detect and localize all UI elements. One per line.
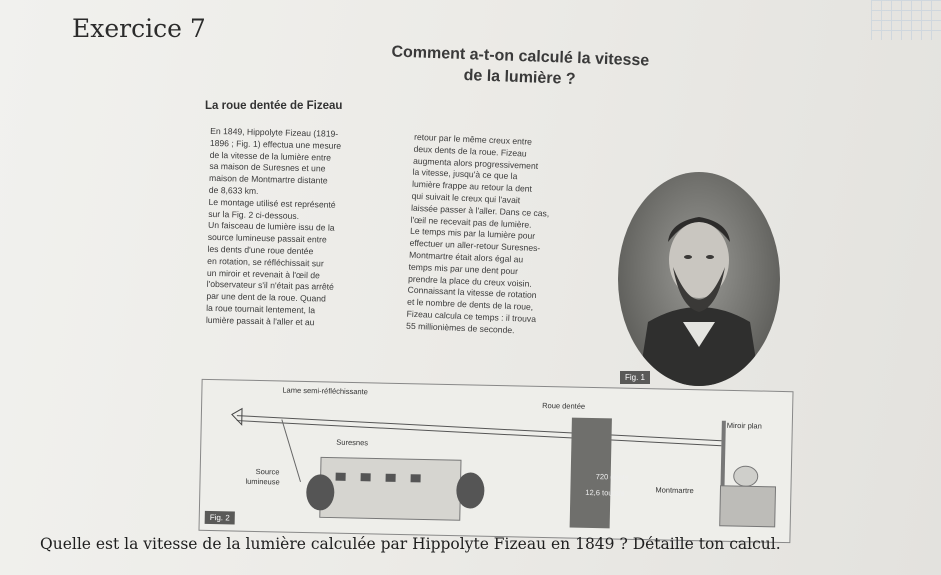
text-line: sur la Fig. 2 ci-dessous. [208,208,300,221]
figure-1-label: Fig. 1 [620,371,650,384]
text-line: effectuer un aller-retour Suresnes- [409,237,541,254]
document-title [329,39,710,94]
text-line: qui suivait le creux qui l'avait [411,190,521,206]
text-line: Montmartre était alors égal au [408,249,524,265]
label-montmartre: Montmartre [655,485,694,496]
text-line: retour par le même creux entre [413,131,533,147]
text-line: de 8,633 km. [208,184,259,196]
fizeau-portrait [618,172,780,386]
text-line: un miroir et revenait à l'œil de [206,267,320,280]
figure-2-label: Fig. 2 [205,511,235,525]
title-line-1: Comment a-t-on calculé la vitesse [391,43,650,70]
portrait-image [618,172,780,386]
text-line: En 1849, Hippolyte Fizeau (1819- [210,125,339,139]
text-line: les dents d'une roue dentée [207,243,314,257]
figure-2-diagram [198,379,793,543]
text-line: lumière passait à l'aller et au [205,314,315,328]
text-line: 55 millionièmes de seconde. [405,320,515,335]
text-line: la roue tournait lentement, la [206,302,316,316]
title-line-2: de la lumière ? [463,67,576,88]
text-column-left [206,126,401,331]
exercise-label: Exercice 7 [72,14,206,43]
text-line: par une dent de la roue. Quand [206,290,326,304]
text-line: source lumineuse passait entre [207,232,327,245]
text-line: l'œil ne recevait pas de lumière. [410,214,532,230]
label-roue: Roue dentée [542,400,586,411]
label-miroir: Miroir plan [726,420,762,431]
label-tours: 12,6 tours/s [585,487,625,498]
text-line: en rotation, se réfléchissait sur [207,255,324,269]
text-line: Un faisceau de lumière issu de la [207,220,335,234]
label-suresnes: Suresnes [336,437,369,448]
text-line: deux dents de la roue. Fizeau [413,143,527,159]
text-line: Le temps mis par la lumière pour [409,226,536,242]
label-source-2: lumineuse [245,476,280,487]
text-line: la vitesse, jusqu'à ce que la [412,167,518,182]
text-line: laissée passer à l'aller. Dans ce cas, [410,202,550,219]
text-line: prendre la place du creux voisin. [407,273,532,289]
label-source-1: Source [255,466,280,477]
text-line: augmenta alors progressivement [412,155,539,171]
label-lame: Lame semi-réfléchissante [282,385,368,397]
text-line: Fizeau calcula ce temps : il trouva [406,308,537,325]
graph-paper-corner [871,0,941,40]
text-line: Connaissant la vitesse de rotation [407,285,537,301]
text-line: maison de Montmartre distante [209,173,328,186]
text-line: de la vitesse de la lumière entre [209,149,332,163]
section-heading: La roue dentée de Fizeau [205,100,343,112]
text-line: temps mis par une dent pour [408,261,519,277]
question-text: Quelle est la vitesse de la lumière calculée par Hippolyte Fizeau en 1849 ? Détaille ton calcul. [40,535,781,553]
setup-illustration [199,380,792,542]
text-line: lumière frappe au retour la dent [411,178,533,194]
text-line: 1896 ; Fig. 1) effectua une mesure [209,137,342,151]
text-line: l'observateur s'il n'était pas arrêté [206,279,335,293]
text-column-right [406,132,619,341]
text-line: et le nombre de dents de la roue, [406,296,534,313]
text-line: sa maison de Suresnes et une [209,161,326,174]
text-line: Le montage utilisé est représenté [208,196,336,210]
label-dents: 720 dents [595,472,629,482]
